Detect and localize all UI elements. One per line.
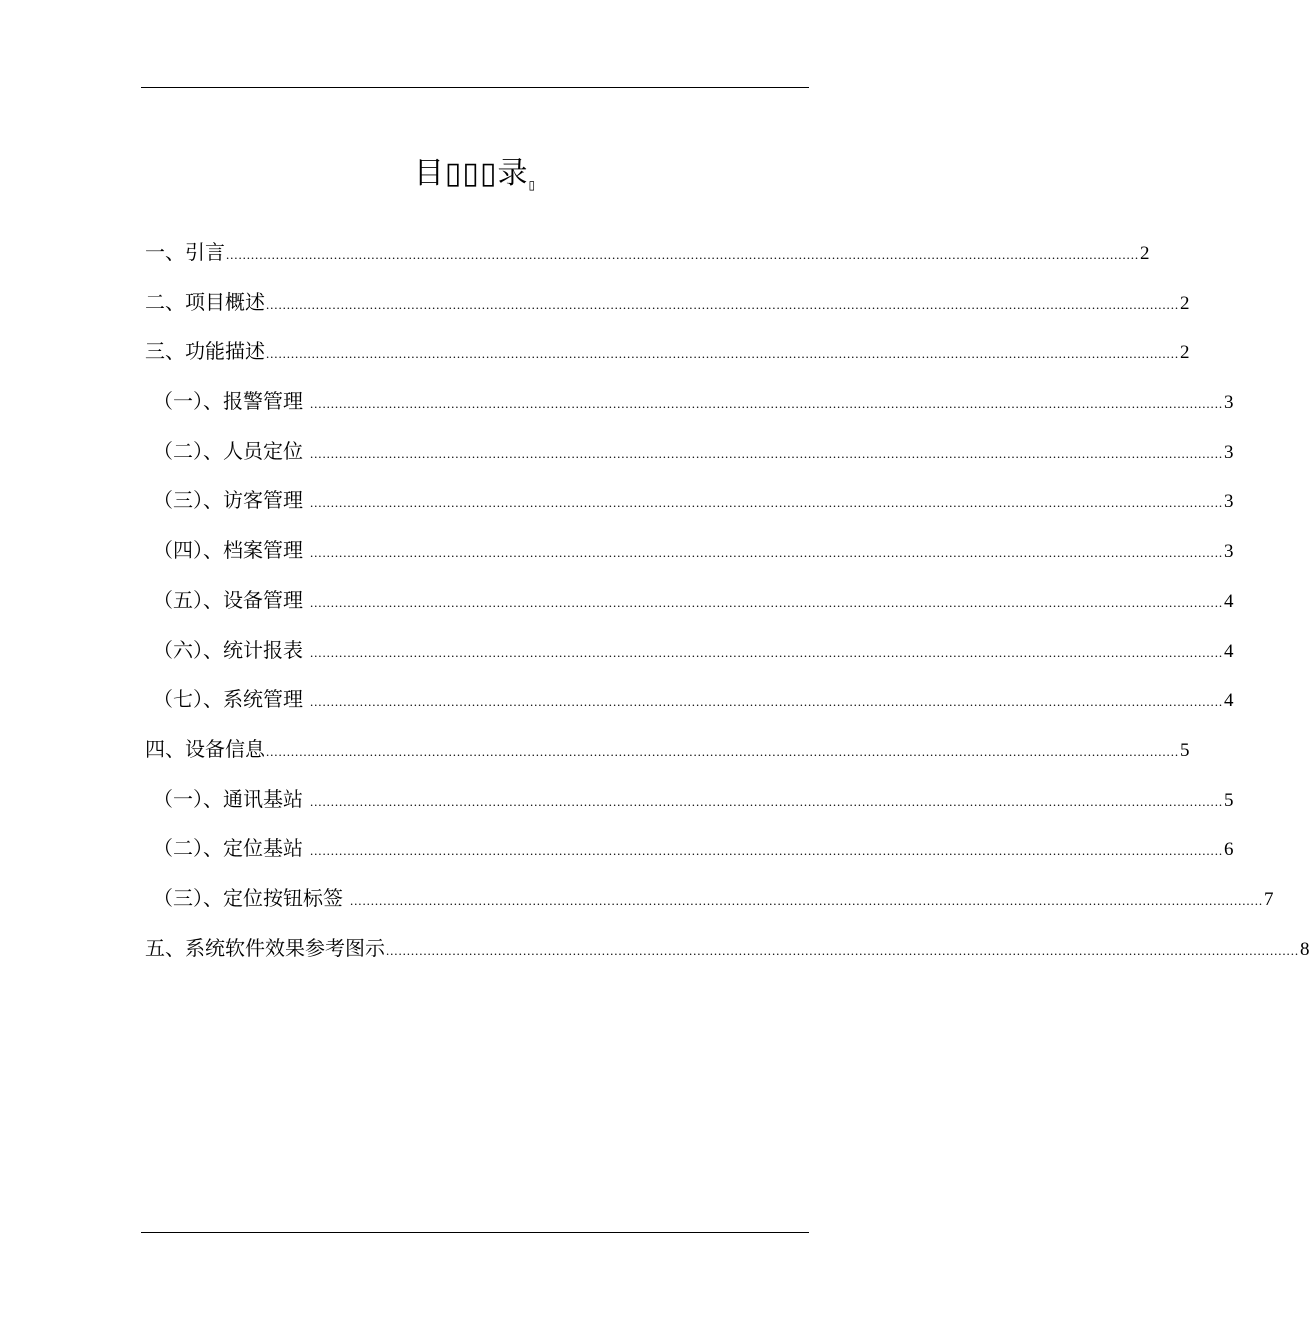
toc-dot-leader: ............................................................................................................................................................................................................................ [310, 545, 1223, 561]
toc-entry-label: （六）、统计报表 [153, 637, 303, 662]
toc-entry[interactable] [145, 878, 1274, 928]
header-rule [141, 87, 809, 88]
toc-dot-leader: ............................................................................................................................................................................................................................ [310, 843, 1223, 859]
toc-entry[interactable] [145, 530, 1234, 580]
toc-dot-leader: ............................................................................................................................................................................................................................ [310, 445, 1223, 461]
toc-entry-label: （七）、系统管理 [153, 687, 303, 712]
title-marker: ▯ [528, 178, 537, 192]
toc-entry[interactable] [145, 630, 1234, 680]
toc-entry-label: （二）、定位基站 [153, 836, 303, 861]
toc-entry-page-number: 4 [1224, 690, 1234, 712]
toc-entry[interactable] [145, 232, 1150, 282]
toc-entry-page-number: 5 [1224, 789, 1234, 811]
toc-entry-label: （二）、人员定位 [153, 438, 303, 463]
toc-dot-leader: ............................................................................................................................................................................................................................ [266, 296, 1179, 312]
toc-entry-label: （一）、报警管理 [153, 389, 303, 414]
toc-dot-leader: ............................................................................................................................................................................................................................ [310, 396, 1223, 412]
toc-entry-label: 二、项目概述 [145, 289, 265, 314]
toc-entry-page-number: 6 [1224, 839, 1234, 861]
toc-entry-page-number: 2 [1140, 243, 1150, 264]
toc-entry-page-number: 3 [1224, 441, 1234, 463]
toc-entry-label: （一）、通讯基站 [153, 786, 303, 811]
toc-entry-page-number: 4 [1224, 590, 1234, 612]
toc-dot-leader: ............................................................................................................................................................................................................................ [266, 743, 1179, 759]
toc-dot-leader: ............................................................................................................................................................................................................................ [310, 594, 1223, 610]
toc-entry-page-number: 3 [1224, 392, 1234, 414]
toc-entry-label: （三）、定位按钮标签 [153, 885, 343, 910]
page-title [0, 152, 950, 207]
toc-entry[interactable] [145, 331, 1190, 381]
toc-entry[interactable] [145, 679, 1234, 729]
toc-entry-page-number: 2 [1180, 342, 1190, 364]
toc-entry-page-number: 8 [1300, 938, 1310, 960]
title-text: 目▯▯▯录 [413, 156, 529, 191]
toc-entry[interactable] [145, 928, 1310, 978]
toc-entry-page-number: 3 [1224, 491, 1234, 513]
toc-dot-leader: ............................................................................................................................................................................................................................ [266, 346, 1179, 362]
toc-entry-label: （五）、设备管理 [153, 587, 303, 612]
toc-dot-leader: ............................................................................................................................................................................................................................ [310, 793, 1223, 809]
toc-entry-page-number: 4 [1224, 640, 1234, 662]
toc-entry-page-number: 3 [1224, 541, 1234, 563]
toc-entry[interactable] [145, 779, 1234, 829]
toc-dot-leader: ............................................................................................................................................................................................................................ [386, 942, 1299, 958]
toc-entry-label: （四）、档案管理 [153, 538, 303, 563]
toc-entry[interactable] [145, 282, 1190, 332]
toc-dot-leader: ............................................................................................................................................................................................................................ [310, 644, 1223, 660]
toc-entry-label: 三、功能描述 [145, 339, 265, 364]
footer-rule [141, 1232, 809, 1233]
toc-entry-page-number: 5 [1180, 739, 1190, 761]
toc-entry-label: 四、设备信息 [145, 736, 265, 761]
table-of-contents [145, 232, 1310, 977]
toc-entry[interactable] [145, 431, 1234, 481]
toc-entry-page-number: 2 [1180, 292, 1190, 314]
toc-dot-leader: ............................................................................................................................................................................................................................ [310, 495, 1223, 511]
toc-entry[interactable] [145, 729, 1190, 779]
toc-entry[interactable] [145, 828, 1234, 878]
toc-entry-label: 五、系统软件效果参考图示 [145, 935, 385, 960]
toc-dot-leader: ............................................................................................................................................................................................................................ [226, 247, 1139, 262]
toc-entry-label: 一、引言 [145, 240, 225, 264]
toc-entry-label: （三）、访客管理 [153, 488, 303, 513]
toc-entry-page-number: 7 [1264, 888, 1274, 910]
toc-dot-leader: ............................................................................................................................................................................................................................ [350, 892, 1263, 908]
toc-entry[interactable] [145, 580, 1234, 630]
toc-entry[interactable] [145, 381, 1234, 431]
toc-entry[interactable] [145, 480, 1234, 530]
toc-dot-leader: ............................................................................................................................................................................................................................ [310, 694, 1223, 710]
